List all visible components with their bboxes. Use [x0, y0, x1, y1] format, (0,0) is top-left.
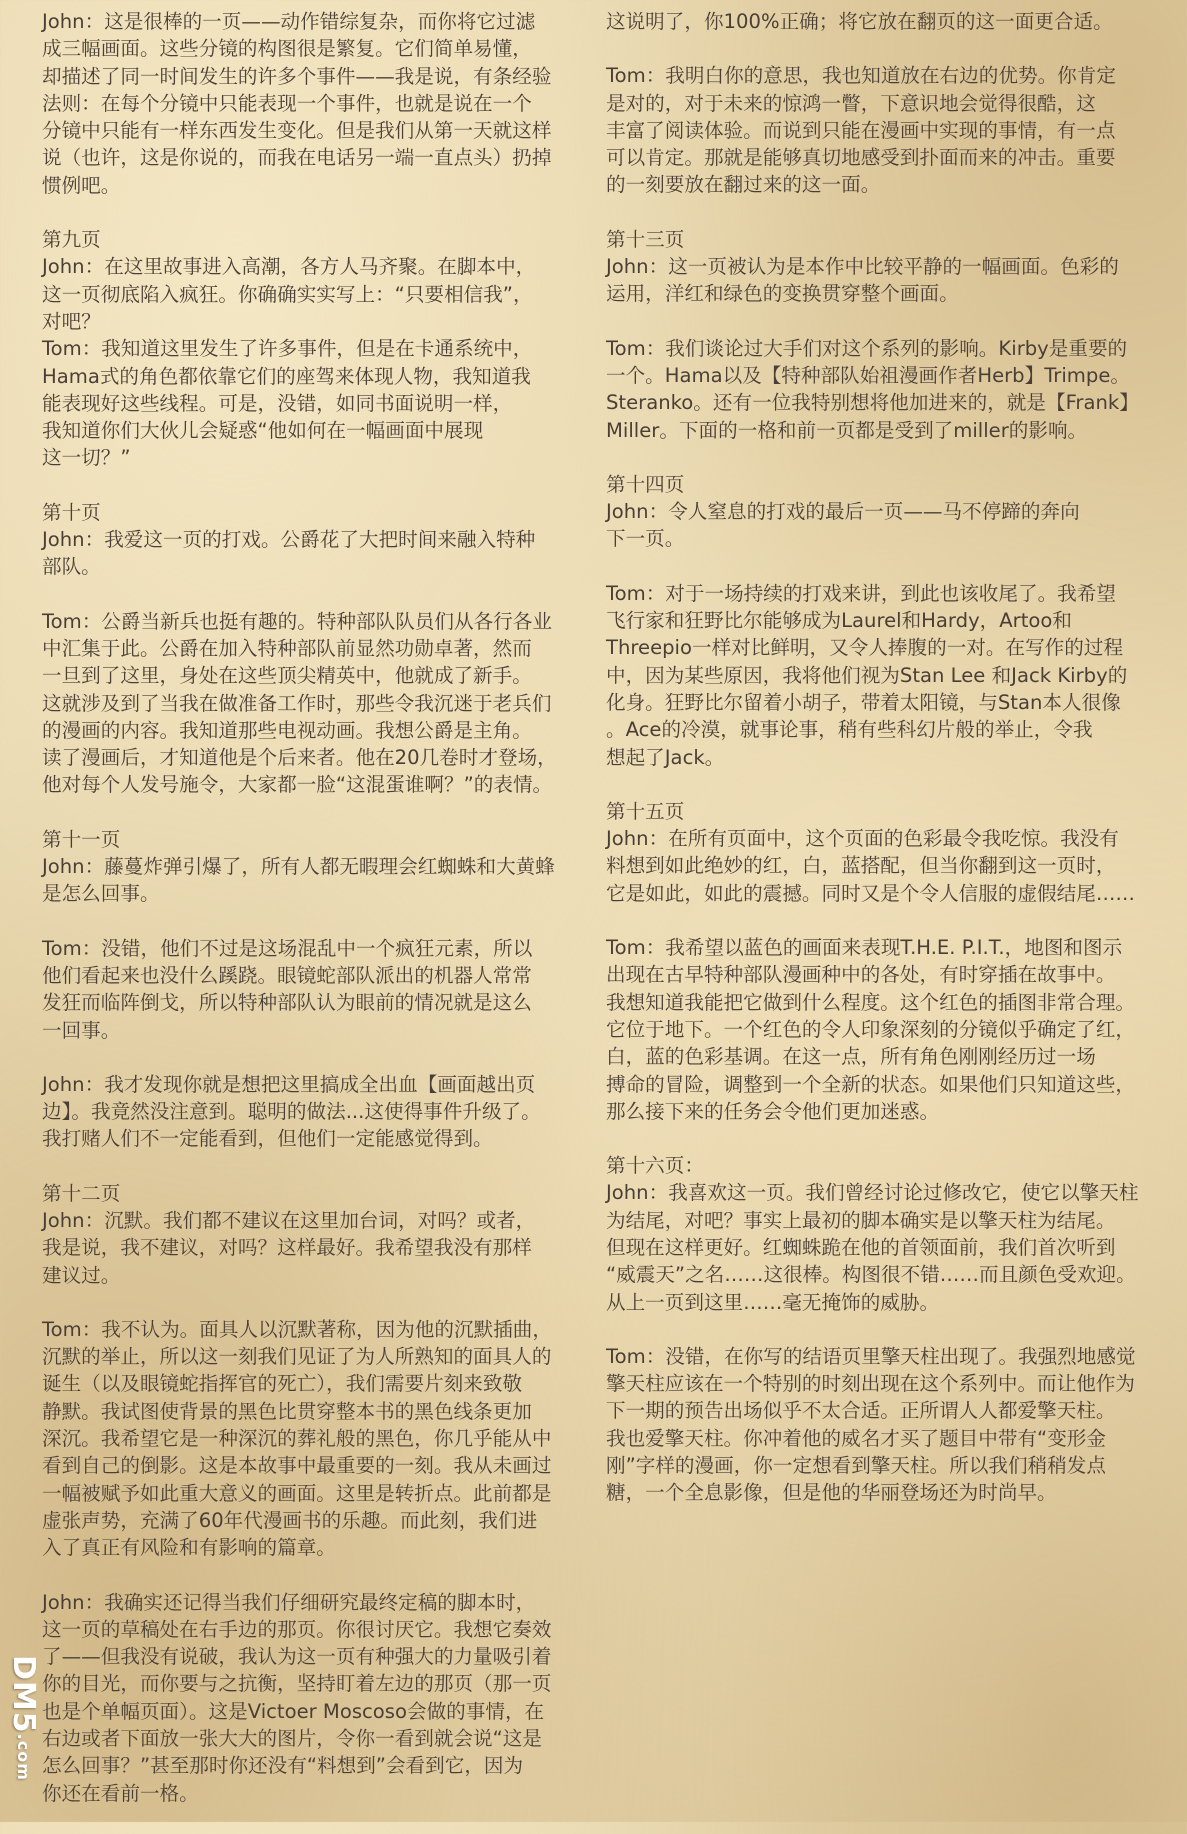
watermark-suffix: .com [14, 1733, 33, 1781]
text-line: 右边或者下面放一张大大的图片，令你一看到就会说“这是 [42, 1727, 542, 1751]
text-line: Tom：我们谈论过大手们对这个系列的影响。Kirby是重要的 [606, 336, 1128, 360]
text-line: 对吧？ [42, 309, 101, 333]
page-section-heading: 第十五页 [606, 799, 685, 823]
text-line: 下一期的预告出场似乎不太合适。正所谓人人都爱擎天柱。 [606, 1399, 1116, 1423]
text-line: 这一页彻底陷入疯狂。你确确实实写上：“只要相信我”， [42, 282, 533, 306]
text-line: 能表现好这些线程。可是，没错，如同书面说明一样， [42, 391, 513, 415]
text-line: 沉默的举止，所以这一刻我们见证了为人所熟知的面具人的 [42, 1345, 552, 1369]
text-line: 发狂而临阵倒戈，所以特种部队认为眼前的情况就是这么 [42, 991, 532, 1015]
text-line: 我知道你们大伙儿会疑惑“他如何在一幅画面中展现 [42, 419, 484, 443]
text-line: 他对每个人发号施令，大家都一脸“这混蛋谁啊？”的表情。 [42, 773, 553, 797]
text-block [606, 62, 1172, 198]
text-line: 刚”字样的漫画，你一定想看到擎天柱。所以我们稍稍发点 [606, 1454, 1106, 1478]
text-line: 。Ace的冷漠，就事论事，稍有些科幻片般的举止，令我 [606, 718, 1093, 742]
text-line: 的漫画的内容。我知道那些电视动画。我想公爵是主角。 [42, 718, 532, 742]
text-line: 中汇集于此。公爵在加入特种部队前显然功勋卓著，然而 [42, 636, 532, 660]
text-line: 是对的，对于未来的惊鸿一瞥，下意识地会觉得很酷，这 [606, 91, 1096, 115]
site-watermark [6, 1655, 41, 1781]
text-line: 读了漫画后，才知道他是个后来者。他在20几卷时才登场， [42, 746, 557, 770]
text-block [606, 798, 1172, 907]
text-line: John：我才发现你就是想把这里搞成全出血【画面越出页 [42, 1072, 536, 1096]
text-line: 它是如此，如此的震撼。同时又是个令人信服的虚假结尾…… [606, 881, 1136, 905]
text-line: Steranko。还有一位我特别想将他加进来的，就是【Frank】 [606, 391, 1139, 415]
text-line: 一旦到了这里，身处在这些顶尖精英中，他就成了新手。 [42, 664, 532, 688]
text-line: Hama式的角色都依靠它们的座驾来体现人物，我知道我 [42, 364, 531, 388]
text-line: Tom：公爵当新兵也挺有趣的。特种部队队员们从各行各业 [42, 609, 552, 633]
text-block [42, 1316, 600, 1562]
text-line: 了——但我没有说破，我认为这一页有种强大的力量吸引着 [42, 1645, 552, 1669]
text-line: John：在这里故事进入高潮，各方人马齐聚。在脚本中， [42, 255, 536, 279]
text-line: 怎么回事？”甚至那时你还没有“料想到”会看到它，因为 [42, 1754, 524, 1778]
text-line: 搏命的冒险，调整到一个全新的状态。如果他们只知道这些， [606, 1072, 1136, 1096]
text-block [42, 935, 600, 1044]
text-line: 出现在古早特种部队漫画种中的各处，有时穿插在故事中。 [606, 963, 1116, 987]
page-section-heading: 第十六页： [606, 1154, 704, 1178]
text-line: 部队。 [42, 555, 101, 579]
text-line: 法则：在每个分镜中只能表现一个事件，也就是说在一个 [42, 91, 532, 115]
page-section-heading: 第十四页 [606, 472, 685, 496]
text-line: John：我确实还记得当我们仔细研究最终定稿的脚本时， [42, 1590, 536, 1614]
text-line: Miller。下面的一格和前一页都是受到了miller的影响。 [606, 418, 1088, 442]
text-line: John：我喜欢这一页。我们曾经讨论过修改它，使它以擎天柱 [606, 1181, 1139, 1205]
text-line: John：藤蔓炸弹引爆了，所有人都无暇理会红蜘蛛和大黄蜂 [42, 855, 555, 879]
text-block [42, 1589, 600, 1807]
text-line: 飞行家和狂野比尔能够成为Laurel和Hardy，Artoo和 [606, 609, 1072, 633]
text-block [42, 499, 600, 581]
text-line: 也是个单幅页面）。这是Victoer Moscoso会做的事情，在 [42, 1699, 545, 1723]
text-block [42, 608, 600, 799]
page-section-heading: 第十三页 [606, 227, 685, 251]
text-line: Tom：对于一场持续的打戏来讲，到此也该收尾了。我希望 [606, 581, 1116, 605]
text-line: Tom：我明白你的意思，我也知道放在右边的优势。你肯定 [606, 64, 1116, 88]
text-line: 运用，洋红和绿色的变换贯穿整个画面。 [606, 282, 959, 306]
text-line: John：在所有页面中，这个页面的色彩最令我吃惊。我没有 [606, 827, 1119, 851]
text-line: 这一切？” [42, 446, 131, 470]
text-block [42, 226, 600, 472]
text-line: 却描述了同一时间发生的许多个事件——我是说，有条经验 [42, 64, 552, 88]
text-line: 深沉。我希望它是一种深沉的葬礼般的黑色，你几乎能从中 [42, 1427, 552, 1451]
text-block [606, 335, 1172, 444]
text-line: 边】。我竟然没注意到。聪明的做法...这使得事件升级了。 [42, 1100, 541, 1124]
text-line: 你的目光，而你要与之抗衡，坚持盯着左边的那页（那一页 [42, 1672, 552, 1696]
text-line: John：令人窒息的打戏的最后一页——马不停蹄的奔向 [606, 500, 1080, 524]
text-line: 糖，一个全息影像，但是他的华丽登场还为时尚早。 [606, 1481, 1057, 1505]
text-line: 我打赌人们不一定能看到，但他们一定能感觉得到。 [42, 1127, 493, 1151]
text-line: Tom：我希望以蓝色的画面来表现T.H.E. P.I.T.，地图和图示 [606, 936, 1123, 960]
text-line: 我想知道我能把它做到什么程度。这个红色的插图非常合理。 [606, 990, 1136, 1014]
text-block [606, 934, 1172, 1125]
text-block [42, 826, 600, 908]
page-section-heading: 第十一页 [42, 827, 121, 851]
text-line: 我也爱擎天柱。你冲着他的威名才买了题目中带有“变形金 [606, 1426, 1106, 1450]
text-line: 他们看起来也没什么蹊跷。眼镜蛇部队派出的机器人常常 [42, 963, 532, 987]
text-line: John：这一页被认为是本作中比较平静的一幅画面。色彩的 [606, 255, 1119, 279]
text-line: 丰富了阅读体验。而说到只能在漫画中实现的事情，有一点 [606, 118, 1116, 142]
text-line: 但现在这样更好。红蜘蛛跪在他的首领面前，我们首次听到 [606, 1235, 1116, 1259]
page-section-heading: 第十二页 [42, 1181, 121, 1205]
text-line: 化身。狂野比尔留着小胡子，带着太阳镜，与Stan本人很像 [606, 690, 1121, 714]
watermark-main: DM5 [6, 1655, 41, 1734]
text-line: 入了真正有风险和有影响的篇章。 [42, 1536, 336, 1560]
text-line: 下一页。 [606, 527, 685, 551]
text-line: Tom：没错，在你写的结语页里擎天柱出现了。我强烈地感觉 [606, 1344, 1136, 1368]
text-line: John：这是很棒的一页——动作错综复杂，而你将它过滤 [42, 10, 536, 33]
text-line: 惯例吧。 [42, 173, 121, 197]
page-section-heading: 第九页 [42, 228, 101, 252]
text-line: 一个。Hama以及【特种部队始祖漫画作者Herb】Trimpe。 [606, 363, 1130, 387]
text-line: “威震天”之名……这很棒。构图很不错……而且颜色受欢迎。 [606, 1263, 1136, 1287]
text-line: 的一刻要放在翻过来的这一面。 [606, 173, 881, 197]
text-line: 那么接下来的任务会令他们更加迷惑。 [606, 1099, 940, 1123]
text-line: 想起了Jack。 [606, 745, 725, 769]
text-block [606, 1343, 1172, 1507]
text-block [606, 1152, 1172, 1316]
text-line: 静默。我试图使背景的黑色比贯穿整本书的黑色线条更加 [42, 1399, 532, 1423]
text-line: 你还在看前一格。 [42, 1781, 199, 1805]
text-line: 我是说，我不建议，对吗？这样最好。我希望我没有那样 [42, 1236, 532, 1260]
text-line: Tom：我不认为。面具人以沉默著称，因为他的沉默插曲， [42, 1317, 552, 1341]
text-line: John：我爱这一页的打戏。公爵花了大把时间来融入特种 [42, 528, 536, 552]
text-line: Tom：没错，他们不过是这场混乱中一个疯狂元素，所以 [42, 936, 533, 960]
text-block [606, 8, 1172, 35]
text-block [42, 8, 600, 199]
text-line: 一幅被赋予如此重大意义的画面。这里是转折点。此前都是 [42, 1481, 552, 1505]
right-column [606, 8, 1172, 1534]
text-block [606, 226, 1172, 308]
text-line: 它位于地下。一个红色的令人印象深刻的分镜似乎确定了红， [606, 1017, 1136, 1041]
text-line: 分镜中只能有一样东西发生变化。但是我们从第一天就这样 [42, 119, 552, 143]
left-column [42, 8, 600, 1834]
text-line: 这一页的草稿处在右手边的那页。你很讨厌它。我想它奏效 [42, 1617, 552, 1641]
text-line: 擎天柱应该在一个特别的时刻出现在这个系列中。而让他作为 [606, 1372, 1136, 1396]
text-line: 料想到如此绝妙的红，白，蓝搭配，但当你翻到这一页时， [606, 854, 1116, 878]
text-line: 这说明了，你100%正确；将它放在翻页的这一面更合适。 [606, 10, 1113, 33]
text-line: 看到自己的倒影。这是本故事中最重要的一刻。我从未画过 [42, 1454, 552, 1478]
text-line: 虚张声势，充满了60年代漫画书的乐趣。而此刻，我们进 [42, 1508, 538, 1532]
text-block [606, 580, 1172, 771]
page-section-heading: 第十页 [42, 500, 101, 524]
text-line: 中，因为某些原因，我将他们视为Stan Lee 和Jack Kirby的 [606, 663, 1128, 687]
text-line: Tom：我知道这里发生了许多事件，但是在卡通系统中， [42, 337, 533, 361]
text-line: 诞生（以及眼镜蛇指挥官的死亡），我们需要片刻来致敬 [42, 1372, 523, 1396]
text-line: 从上一页到这里……毫无掩饰的威胁。 [606, 1290, 940, 1314]
text-line: Threepio一样对比鲜明，又令人捧腹的一对。在写作的过程 [606, 636, 1124, 660]
text-line: 说（也许，这是你说的，而我在电话另一端一直点头）扔掉 [42, 146, 552, 170]
text-block [42, 1180, 600, 1289]
text-line: 可以肯定。那就是能够真切地感受到扑面而来的冲击。重要 [606, 146, 1116, 170]
text-line: 是怎么回事。 [42, 882, 160, 906]
text-line: 一回事。 [42, 1018, 121, 1042]
text-block [606, 471, 1172, 553]
text-block [42, 1071, 600, 1153]
text-line: John：沉默。我们都不建议在这里加台词，对吗？或者， [42, 1208, 536, 1232]
text-line: 这就涉及到了当我在做准备工作时，那些令我沉迷于老兵们 [42, 691, 552, 715]
text-line: 成三幅画面。这些分镜的构图很是繁复。它们简单易懂， [42, 37, 532, 61]
text-line: 白，蓝的色彩基调。在这一点，所有角色刚刚经历过一场 [606, 1045, 1096, 1069]
text-line: 建议过。 [42, 1263, 121, 1287]
text-line: 为结尾，对吧？事实上最初的脚本确实是以擎天柱为结尾。 [606, 1208, 1116, 1232]
